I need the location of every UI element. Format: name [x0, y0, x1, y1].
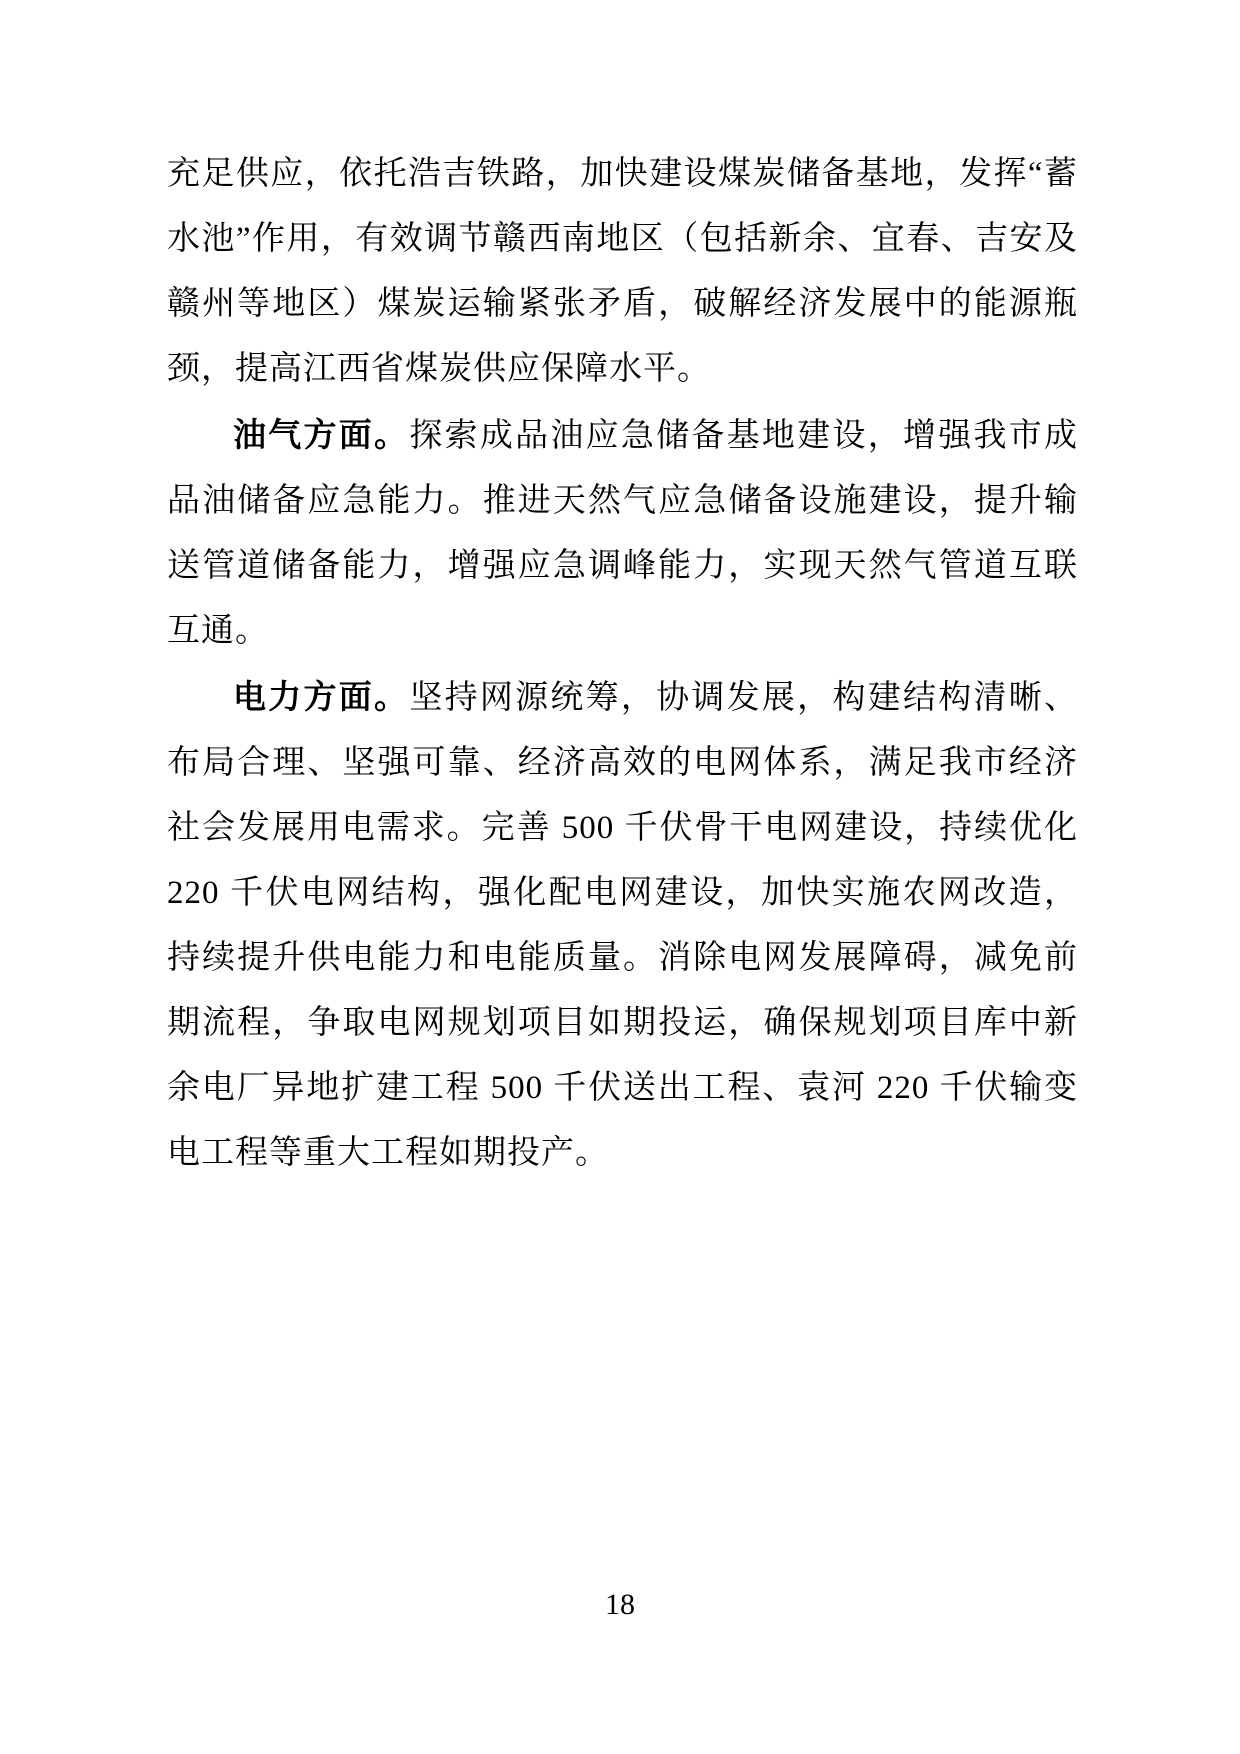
bold-text-run: 油气方面。	[233, 416, 410, 453]
paragraph	[167, 402, 1078, 664]
paragraph	[167, 664, 1078, 1186]
bold-text-run: 电力方面。	[233, 678, 410, 715]
text-run: 充足供应，依托浩吉铁路，加快建设煤炭储备基地，发挥“蓄水池”作用，有效调节赣西南地区（包括新余、宜春、吉安及赣州等地区）煤炭运输紧张矛盾，破解经济发展中的能源瓶颈，提高江西省煤炭供应保障水平。	[167, 156, 1078, 387]
page-number: 18	[605, 1588, 635, 1621]
paragraph	[167, 142, 1078, 402]
text-run: 坚持网源统筹，协调发展，构建结构清晰、布局合理、坚强可靠、经济高效的电网体系，满足我市经济社会发展用电需求。完善 500 千伏骨干电网建设，持续优化 220 千伏电网结构，强化配电网建设，加快实施农网改造，持续提升供电能力和电能质量。消除电网发展障碍，减免前期流程，争取电网规划项目如期投运，确保规划项目库中新余电厂异地扩建工程 500 千伏送出工程、袁河 220 千伏输变电工程等重大工程如期投产。	[167, 680, 1079, 1171]
text-run: 探索成品油应急储备基地建设，增强我市成品油储备应急能力。推进天然气应急储备设施建设，提升输送管道储备能力，增强应急调峰能力，实现天然气管道互联互通。	[167, 418, 1079, 649]
page-footer	[0, 1588, 1240, 1622]
document-body	[167, 142, 1078, 1186]
